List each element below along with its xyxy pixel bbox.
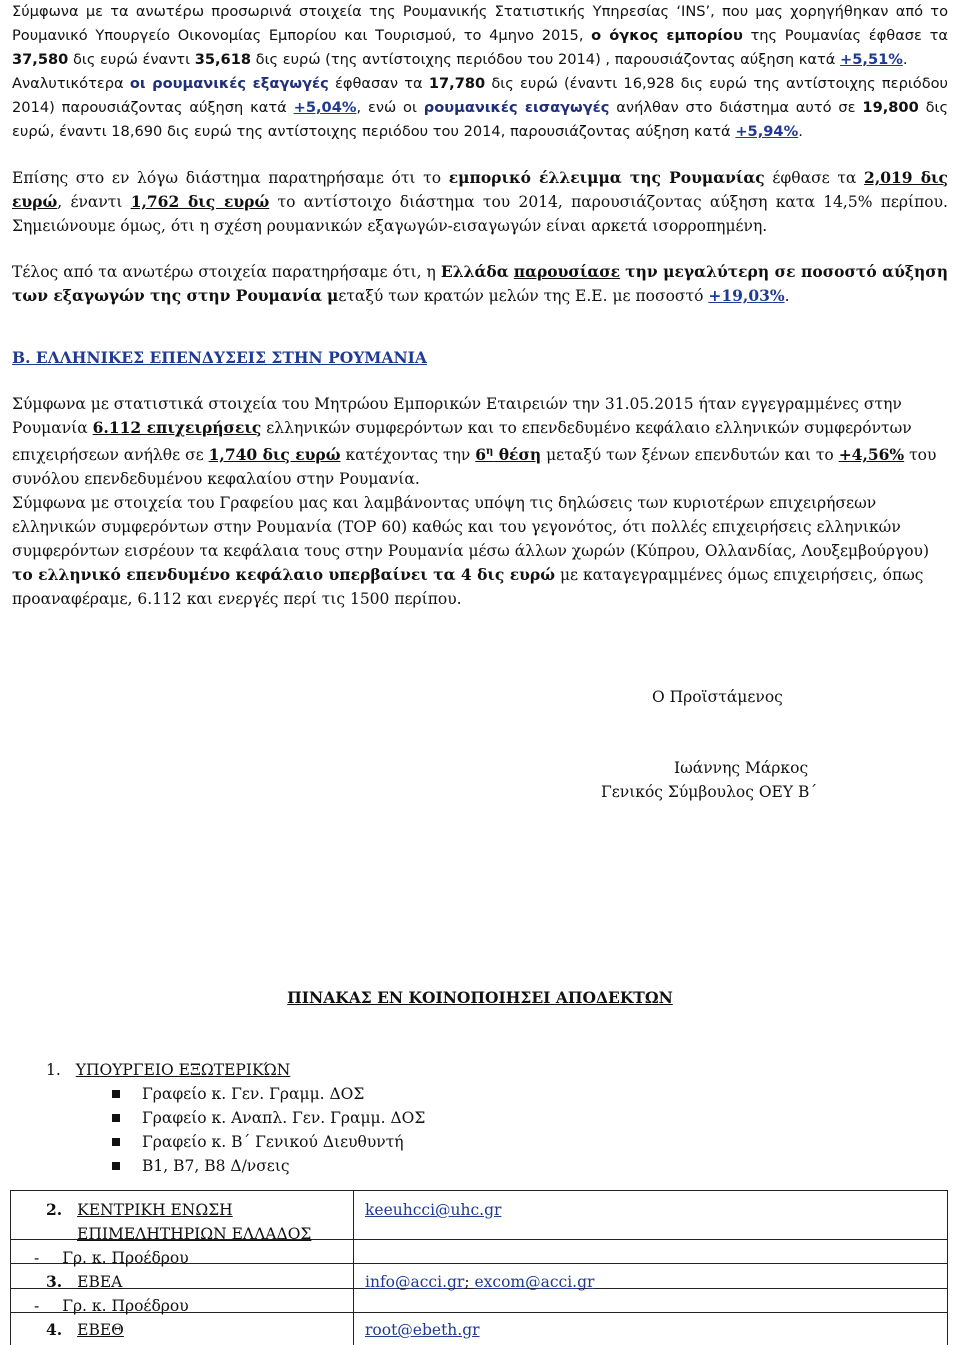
value-exports-growth: +5,04% xyxy=(293,99,357,116)
intro-block xyxy=(12,0,948,144)
email-link-keeuhcci[interactable]: keeuhcci@uhc.gr xyxy=(365,1201,502,1219)
paragraph-trade-volume xyxy=(12,0,948,72)
table-row xyxy=(34,1294,189,1318)
text: Επίσης στο εν λόγω διάστημα παρατηρήσαμε ότι το xyxy=(12,169,442,187)
square-bullet-icon xyxy=(112,1114,120,1122)
value-imports: 19,800 xyxy=(862,99,919,116)
text: με καταγεγραμμένες όμως επιχειρήσεις, όπως προαναφέραμε, 6.112 και ενεργές περί τις 1500 περίπου. xyxy=(12,566,924,609)
list-item-text: Γραφείο κ. Β΄ Γενικού Διευθυντή xyxy=(142,1133,404,1151)
table-row xyxy=(46,1318,124,1342)
text: . xyxy=(798,123,803,140)
value-imports-growth: +5,94% xyxy=(735,123,799,140)
text: δις ευρώ (της αντίστοιχης περιόδου του 2014) , παρουσιάζοντας αύξηση κατά xyxy=(255,51,836,68)
paragraph-capital-estimate xyxy=(12,491,948,611)
text: του συνόλου επενδεδυμένου κεφαλαίου στην Ρουμανία. xyxy=(12,446,937,489)
list-item-text: Β1, Β7, Β8 Δ/νσεις xyxy=(142,1157,290,1175)
text-bold: την μεγαλύτερη σε ποσοστό αύξηση των εξαγωγών της στην Ρουμανία xyxy=(12,262,949,305)
square-bullet-icon xyxy=(112,1138,120,1146)
email-cell xyxy=(365,1270,594,1294)
text: έφθασε τα xyxy=(772,169,857,187)
recipient-name: ΚΕΝΤΡΙΚΗ ΕΝΩΣΗ xyxy=(77,1201,233,1219)
text: , ενώ οι xyxy=(356,99,417,116)
text: ελληνικών συμφερόντων και το επενδεδυμένο κεφάλαιο ελληνικών συμφερόντων επιχειρήσεων ανήλθε σε xyxy=(12,419,912,465)
value-deficit-2015: 2,019 δις ευρώ xyxy=(12,168,948,211)
separator: ; xyxy=(464,1273,470,1291)
value-exports: 17,780 xyxy=(428,75,486,92)
paragraph-greece-exports xyxy=(12,260,948,308)
text: Σύμφωνα με στοιχεία του Γραφείου μας και λαμβάνοντας υπόψη τις δηλώσεις των κυριοτέρων επιχειρήσεων ελληνικών συμφερόντων στην Ρουμανία (TOP 60) καθώς και του γεγονότος, ότι πολλές επιχειρήσεις ελληνικών συμφερόντων εισρέουν τα κεφάλαια τους στην Ρουμανία μέσω άλλων χωρών (Κύπρου, Ολλανδίας, Λουξεμβούργου) xyxy=(12,494,930,561)
list-number: 3. xyxy=(46,1272,63,1291)
recipient-sub: Γρ. κ. Προέδρου xyxy=(62,1297,189,1315)
rank-suffix: η xyxy=(486,446,494,457)
email-link-info[interactable]: info@acci.gr xyxy=(365,1273,465,1291)
value-greece-growth: +19,03% xyxy=(708,286,785,305)
value-trade-2015: 37,580 xyxy=(12,51,69,68)
list-number: 1. xyxy=(46,1061,61,1079)
value-capital-share: +4,56% xyxy=(838,445,905,465)
list-dash: - xyxy=(34,1297,40,1315)
text-bold: ρουμανικές εισαγωγές xyxy=(423,99,610,116)
list-number: 4. xyxy=(46,1320,63,1339)
square-bullet-icon xyxy=(112,1090,120,1098)
value-companies: 6.112 επιχειρήσεις xyxy=(92,418,262,437)
text: Σύμφωνα με τα ανωτέρω προσωρινά στοιχεία της Ρουμανικής Στατιστικής Υπηρεσίας ‘INS’, που μας χορηγήθηκαν από το Ρουμανικό Υπουργείο Οικονομίας Εμπορίου και Τουρισμού, το 4μηνο 2015, xyxy=(12,3,948,44)
email-link-ebeth[interactable]: root@ebeth.gr xyxy=(365,1321,480,1339)
value-invested-capital: 1,740 δις ευρώ xyxy=(208,445,341,465)
value-deficit-2014: 1,762 δις ευρώ xyxy=(130,192,270,211)
list-number: 2. xyxy=(46,1200,63,1219)
paragraph-exports-imports xyxy=(12,72,948,144)
text: το αντίστοιχο διάστημα του 2014, παρουσιάζοντας αύξηση κατα 14,5% περίπου. Σημειώνουμε όμως, ότι η σχέση ρουμανικών εξαγωγών-εισαγωγών είναι αρκετά ισορροπημένη. xyxy=(12,193,948,235)
text: μεταξύ των ξένων επενδυτών και το xyxy=(546,446,834,465)
list-item xyxy=(112,1130,425,1154)
text-bold: εμπορικό έλλειμμα της Ρουμανίας xyxy=(448,168,765,187)
text: Σύμφωνα με στατιστικά στοιχεία του Μητρώου Εμπορικών Εταιρειών την 31.05.2015 ήταν εγγεγραμμένες στην Ρουμανία xyxy=(12,395,902,437)
text: . xyxy=(784,287,790,305)
signature-role: Ο Προϊστάμενος xyxy=(652,688,783,706)
list-dash: - xyxy=(34,1249,40,1267)
text-bold: το ελληνικό επενδυμένο κεφάλαιο υπερβαίνει τα 4 δις ευρώ xyxy=(12,565,555,585)
text: Αναλυτικότερα xyxy=(12,75,124,92)
text-bold: ο όγκος εμπορίου xyxy=(591,27,743,44)
recipients-title xyxy=(0,988,960,1007)
signature-name: Ιωάννης Μάρκος xyxy=(674,759,809,777)
column-divider xyxy=(353,1191,354,1345)
email-link-excom[interactable]: excom@acci.gr xyxy=(474,1273,595,1291)
text: θέση xyxy=(498,445,542,465)
section-title-investments: Β. ΕΛΛΗΝΙΚΕΣ ΕΠΕΝΔΥΣΕΙΣ ΣΤΗΝ ΡΟΥΜΑΝΙΑ xyxy=(12,348,427,367)
paragraph-trade-deficit xyxy=(12,166,948,238)
list-item-text: Γραφείο κ. Αναπλ. Γεν. Γραμμ. ΔΟΣ xyxy=(142,1109,426,1127)
square-bullet-icon xyxy=(112,1162,120,1170)
text-bold: οι ρουμανικές εξαγωγές xyxy=(129,75,329,92)
recipients-title-text: ΠΙΝΑΚΑΣ ΕΝ ΚΟΙΝΟΠΟΙΗΣΕΙ ΑΠΟΔΕΚΤΩΝ xyxy=(287,988,673,1007)
text: έφθασαν τα xyxy=(334,75,423,92)
text: δις ευρώ (έναντι 16,928 δις ευρώ της αντίστοιχης περιόδου 2014) παρουσιάζοντας αύξηση κατά xyxy=(12,75,948,116)
table-row xyxy=(46,1198,233,1222)
list-item xyxy=(112,1154,425,1178)
text-bold: παρουσίασε xyxy=(513,262,621,281)
text: Τέλος από τα ανωτέρω στοιχεία παρατηρήσαμε ότι, η xyxy=(12,263,436,281)
recipient-sub: Γρ. κ. Προέδρου xyxy=(62,1249,189,1267)
table-row xyxy=(46,1270,122,1294)
list-item xyxy=(112,1082,425,1106)
text: κατέχοντας την xyxy=(345,446,471,465)
value-rank: 6 xyxy=(475,445,487,465)
text: εταξύ των κρατών μελών της Ε.Ε. με ποσοστό xyxy=(338,287,704,305)
list-item xyxy=(112,1106,425,1130)
value-trade-2014: 35,618 xyxy=(194,51,252,68)
text: δις ευρώ, έναντι 18,690 δις ευρώ της αντίστοιχης περιόδου του 2014, παρουσιάζοντας αύξηση κατά xyxy=(12,99,949,140)
text: της Ρουμανίας έφθασε τα xyxy=(750,27,949,44)
value-trade-growth: +5,51% xyxy=(840,51,903,68)
recipient-name: ΕΒΕΘ xyxy=(77,1321,124,1339)
text-bold: Ελλάδα xyxy=(440,262,509,281)
text: , έναντι xyxy=(57,193,123,211)
recipient-name: ΕΠΙΜΕΛΗΤΗΡΙΩΝ ΕΛΛΑΔΟΣ xyxy=(77,1225,312,1243)
paragraph-investments xyxy=(12,392,948,491)
text: ανήλθαν στο διάστημα αυτό σε xyxy=(616,99,856,116)
text: δις ευρώ έναντι xyxy=(72,51,191,68)
table-row xyxy=(77,1222,311,1246)
recipient-name: ΕΒΕΑ xyxy=(77,1273,123,1291)
recipient-ministry xyxy=(46,1058,425,1178)
table-row xyxy=(34,1246,189,1270)
signature-title: Γενικός Σύμβουλος ΟΕΥ Β΄ xyxy=(601,783,818,801)
list-item-text: Γραφείο κ. Γεν. Γραμμ. ΔΟΣ xyxy=(142,1085,365,1103)
text-bold: μ xyxy=(326,286,339,305)
recipient-name: ΥΠΟΥΡΓΕΙΟ ΕΞΩΤΕΡΙΚΏΝ xyxy=(75,1061,291,1079)
text: . xyxy=(902,51,908,68)
